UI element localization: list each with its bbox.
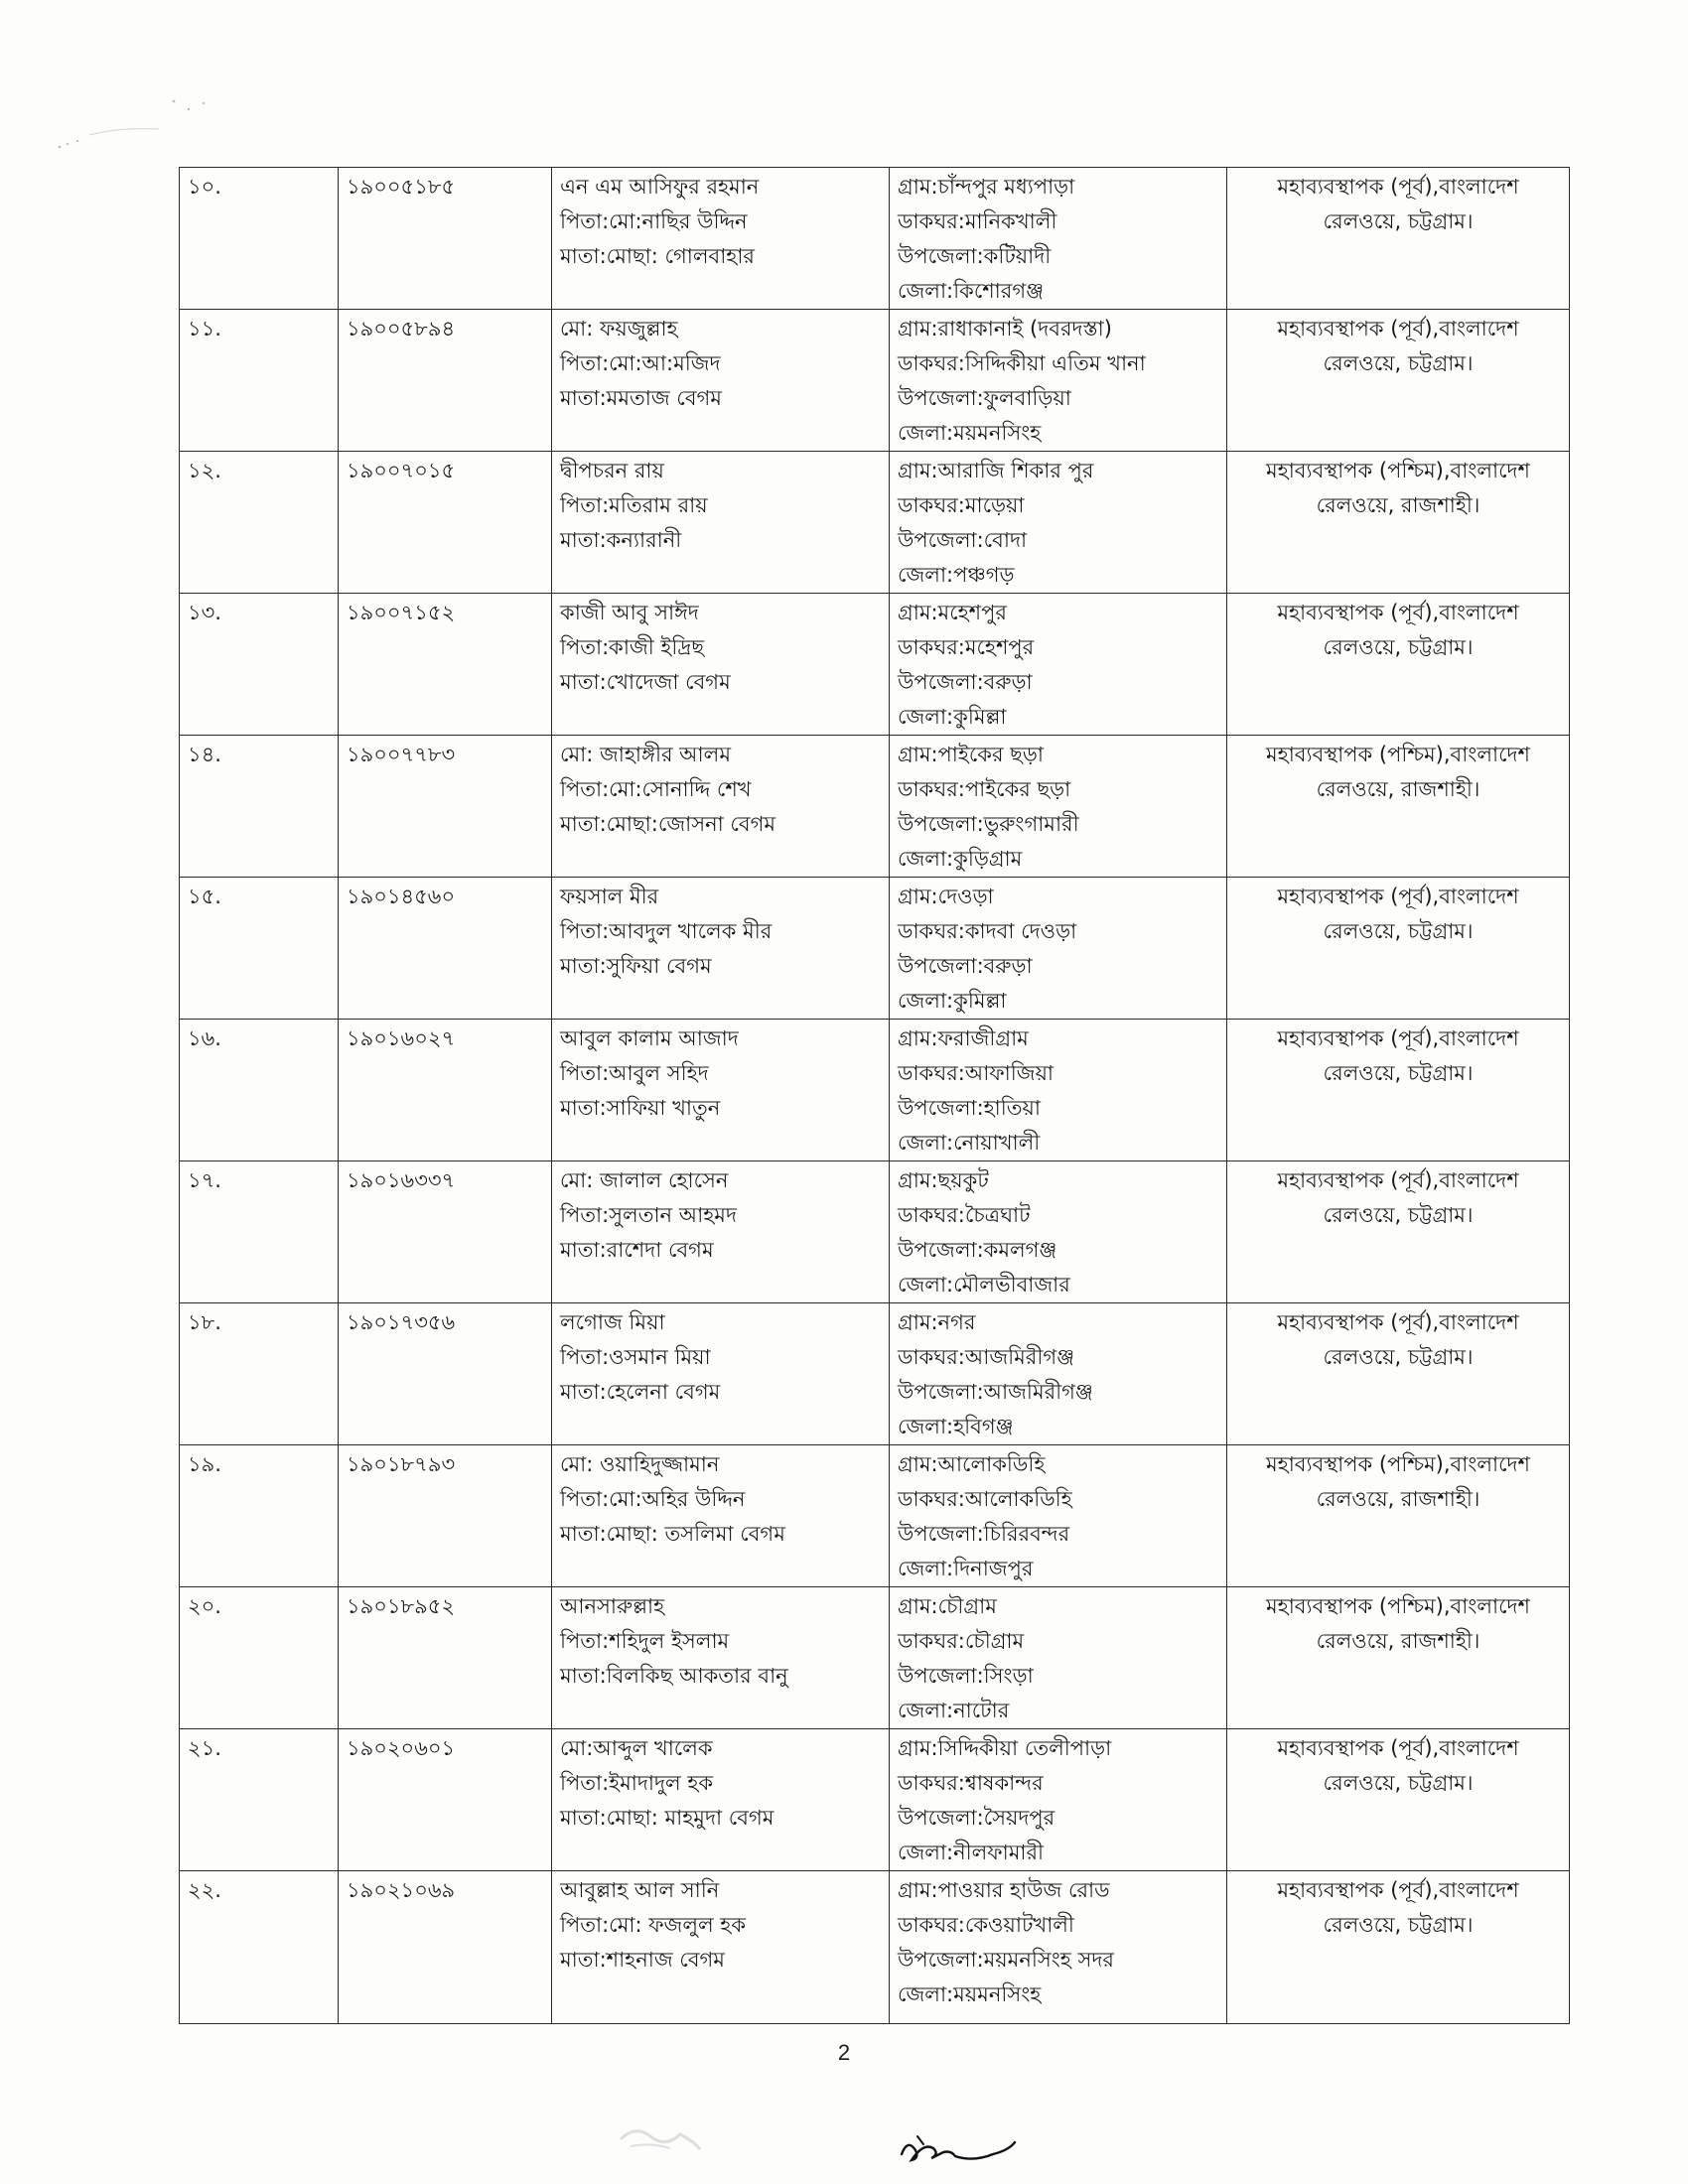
mother-name: মাতা:মোছা:জোসনা বেগম	[560, 812, 776, 836]
candidate-cell	[552, 452, 890, 594]
address-district: জেলা:নীলফামারী	[898, 1841, 1045, 1864]
table-row	[180, 1303, 1570, 1445]
posting-office-line: রেলওয়ে, চট্টগ্রাম।	[1323, 1345, 1474, 1369]
address-post-office: ডাকঘর:পাইকের ছড়া	[898, 777, 1071, 801]
address-post-office: ডাকঘর:আফাজিয়া	[898, 1061, 1055, 1085]
serial-number: ১৮.	[188, 1310, 221, 1334]
serial-number: ২০.	[188, 1594, 221, 1618]
roll-cell	[339, 1020, 552, 1161]
scan-smudge	[616, 2115, 705, 2159]
address-district: জেলা:নাটোর	[898, 1699, 1010, 1722]
posting-office-line: মহাব্যবস্থাপক (পূর্ব),বাংলাদেশ	[1277, 175, 1519, 199]
posting-office-line: রেলওয়ে, চট্টগ্রাম।	[1323, 1203, 1474, 1227]
posting-office-cell	[1227, 168, 1570, 310]
table-row	[180, 1729, 1570, 1871]
posting-office-line: মহাব্যবস্থাপক (পূর্ব),বাংলাদেশ	[1277, 1310, 1519, 1334]
address-village: গ্রাম:মহেশপুর	[898, 601, 1007, 624]
posting-office-cell	[1227, 310, 1570, 452]
father-name: পিতা:মো:অহির উদ্দিন	[560, 1487, 746, 1511]
mother-name: মাতা:মমতাজ বেগম	[560, 386, 722, 410]
candidate-name: মো: জালাল হোসেন	[560, 1168, 729, 1192]
address-post-office: ডাকঘর:কেওয়াটখালী	[898, 1913, 1074, 1937]
address-village: গ্রাম:চৌগ্রাম	[898, 1594, 997, 1618]
roll-number: ১৯০১৬০২৭	[347, 1026, 456, 1050]
posting-office-cell	[1227, 736, 1570, 878]
father-name: পিতা:আবদুল খালেক মীর	[560, 919, 773, 943]
address-district: জেলা:নোয়াখালী	[898, 1131, 1041, 1155]
father-name: পিতা:সুলতান আহমদ	[560, 1203, 737, 1227]
mother-name: মাতা:কন্যারানী	[560, 528, 682, 552]
mother-name: মাতা:শাহনাজ বেগম	[560, 1948, 725, 1972]
table-row	[180, 168, 1570, 310]
address-village: গ্রাম:ছয়কুট	[898, 1168, 989, 1192]
address-post-office: ডাকঘর:কাদবা দেওড়া	[898, 919, 1077, 943]
address-upazila: উপজেলা:ময়মনসিংহ সদর	[898, 1948, 1114, 1972]
serial-cell	[180, 594, 339, 736]
serial-number: ১৭.	[188, 1168, 221, 1192]
address-district: জেলা:ময়মনসিংহ	[898, 1982, 1042, 2006]
address-post-office: ডাকঘর:আজমিরীগঞ্জ	[898, 1345, 1075, 1369]
candidate-name: ফয়সাল মীর	[560, 885, 659, 908]
address-cell	[890, 168, 1227, 310]
mother-name: মাতা:খোদেজা বেগম	[560, 670, 731, 694]
address-post-office: ডাকঘর:চৈত্রঘাট	[898, 1203, 1031, 1227]
serial-cell	[180, 1729, 339, 1871]
address-village: গ্রাম:সিদ্দিকীয়া তেলীপাড়া	[898, 1736, 1112, 1760]
serial-number: ১৫.	[188, 885, 221, 908]
posting-office-line: রেলওয়ে, চট্টগ্রাম।	[1323, 1771, 1474, 1795]
candidate-name: দ্বীপচরন রায়	[560, 459, 664, 482]
posting-office-line: মহাব্যবস্থাপক (পশ্চিম),বাংলাদেশ	[1266, 1594, 1530, 1618]
address-village: গ্রাম:আরাজি শিকার পুর	[898, 459, 1094, 482]
posting-office-line: মহাব্যবস্থাপক (পূর্ব),বাংলাদেশ	[1277, 1026, 1519, 1050]
address-village: গ্রাম:আলোকডিহি	[898, 1452, 1046, 1476]
signature-mark	[894, 2124, 1023, 2174]
address-upazila: উপজেলা:আজমিরীগঞ্জ	[898, 1380, 1093, 1404]
address-cell	[890, 1020, 1227, 1161]
candidate-cell	[552, 594, 890, 736]
address-post-office: ডাকঘর:মানিকখালী	[898, 209, 1057, 233]
table-row	[180, 1020, 1570, 1161]
serial-cell	[180, 452, 339, 594]
serial-cell	[180, 1303, 339, 1445]
roll-number: ১৯০১৭৩৫৬	[347, 1310, 456, 1334]
posting-office-line: মহাব্যবস্থাপক (পূর্ব),বাংলাদেশ	[1277, 317, 1519, 341]
serial-cell	[180, 878, 339, 1020]
address-district: জেলা:কুড়িগ্রাম	[898, 847, 1023, 871]
roll-cell	[339, 1729, 552, 1871]
address-cell	[890, 310, 1227, 452]
candidate-name: মো:আব্দুল খালেক	[560, 1736, 713, 1760]
address-cell	[890, 1445, 1227, 1587]
address-upazila: উপজেলা:চিরিরবন্দর	[898, 1522, 1070, 1546]
address-village: গ্রাম:পাওয়ার হাউজ রোড	[898, 1878, 1110, 1902]
serial-number: ১৬.	[188, 1026, 221, 1050]
roll-number: ১৯০১৪৫৬০	[347, 885, 456, 908]
address-cell	[890, 1729, 1227, 1871]
posting-office-line: রেলওয়ে, চট্টগ্রাম।	[1323, 919, 1474, 943]
address-village: গ্রাম:নগর	[898, 1310, 976, 1334]
posting-office-line: রেলওয়ে, রাজশাহী।	[1316, 493, 1480, 517]
serial-cell	[180, 1020, 339, 1161]
roll-number: ১৯০০৭১৫২	[347, 601, 456, 624]
candidate-cell	[552, 1729, 890, 1871]
posting-office-cell	[1227, 1587, 1570, 1729]
address-post-office: ডাকঘর:আলোকডিহি	[898, 1487, 1072, 1511]
serial-number: ২২.	[188, 1878, 221, 1902]
address-cell	[890, 736, 1227, 878]
roll-cell	[339, 310, 552, 452]
posting-office-cell	[1227, 1020, 1570, 1161]
posting-office-line: রেলওয়ে, চট্টগ্রাম।	[1323, 635, 1474, 659]
scan-artifact-marks	[50, 89, 228, 159]
candidate-cell	[552, 736, 890, 878]
address-post-office: ডাকঘর:চৌগ্রাম	[898, 1629, 1025, 1653]
address-village: গ্রাম:পাইকের ছড়া	[898, 743, 1044, 766]
father-name: পিতা:ইমাদাদুল হক	[560, 1771, 714, 1795]
mother-name: মাতা:রাশেদা বেগম	[560, 1238, 714, 1262]
mother-name: মাতা:মোছা: গোলবাহার	[560, 244, 755, 268]
address-district: জেলা:হবিগঞ্জ	[898, 1415, 1014, 1438]
posting-office-cell	[1227, 452, 1570, 594]
posting-office-line: রেলওয়ে, চট্টগ্রাম।	[1323, 1061, 1474, 1085]
candidate-cell	[552, 1587, 890, 1729]
roll-cell	[339, 1445, 552, 1587]
posting-office-cell	[1227, 1445, 1570, 1587]
father-name: পিতা:মো:সোনাদ্দি শেখ	[560, 777, 752, 801]
roll-cell	[339, 1587, 552, 1729]
candidate-cell	[552, 1020, 890, 1161]
candidate-name: মো: ফয়জুল্লাহ	[560, 317, 678, 341]
serial-number: ১৩.	[188, 601, 221, 624]
father-name: পিতা:কাজী ইদ্রিছ	[560, 635, 705, 659]
candidate-cell	[552, 878, 890, 1020]
candidate-name: আবুল্লাহ আল সানি	[560, 1878, 720, 1902]
address-village: গ্রাম:চাঁন্দপুর মধ্যপাড়া	[898, 175, 1075, 199]
candidate-name: আবুল কালাম আজাদ	[560, 1026, 739, 1050]
candidate-name: এন এম আসিফুর রহমান	[560, 175, 760, 199]
posting-office-line: রেলওয়ে, চট্টগ্রাম।	[1323, 351, 1474, 375]
roll-number: ১৯০০৫১৮৫	[347, 175, 456, 199]
recruitment-list-table	[179, 167, 1570, 2024]
candidate-cell	[552, 1445, 890, 1587]
roll-number: ১৯০০৭৭৮৩	[347, 743, 456, 766]
posting-office-line: রেলওয়ে, রাজশাহী।	[1316, 777, 1480, 801]
posting-office-line: মহাব্যবস্থাপক (পূর্ব),বাংলাদেশ	[1277, 601, 1519, 624]
posting-office-line: মহাব্যবস্থাপক (পূর্ব),বাংলাদেশ	[1277, 1878, 1519, 1902]
father-name: পিতা:আবুল সহিদ	[560, 1061, 709, 1085]
posting-office-cell	[1227, 594, 1570, 736]
posting-office-line: মহাব্যবস্থাপক (পূর্ব),বাংলাদেশ	[1277, 1168, 1519, 1192]
address-post-office: ডাকঘর:শ্বাষকান্দর	[898, 1771, 1044, 1795]
candidate-name: মো: ওয়াহিদুজ্জামান	[560, 1452, 720, 1476]
candidate-cell	[552, 168, 890, 310]
mother-name: মাতা:সুফিয়া বেগম	[560, 954, 712, 978]
posting-office-line: মহাব্যবস্থাপক (পূর্ব),বাংলাদেশ	[1277, 1736, 1519, 1760]
serial-number: ১৯.	[188, 1452, 221, 1476]
posting-office-cell	[1227, 1161, 1570, 1303]
mother-name: মাতা:সাফিয়া খাতুন	[560, 1096, 721, 1120]
serial-cell	[180, 310, 339, 452]
address-cell	[890, 594, 1227, 736]
posting-office-line: মহাব্যবস্থাপক (পূর্ব),বাংলাদেশ	[1277, 885, 1519, 908]
candidate-cell	[552, 1303, 890, 1445]
address-upazila: উপজেলা:কটিয়াদী	[898, 244, 1052, 268]
posting-office-cell	[1227, 1729, 1570, 1871]
candidate-cell	[552, 310, 890, 452]
serial-number: ২১.	[188, 1736, 221, 1760]
serial-number: ১২.	[188, 459, 221, 482]
roll-cell	[339, 1161, 552, 1303]
address-cell	[890, 1587, 1227, 1729]
address-upazila: উপজেলা:কমলগঞ্জ	[898, 1238, 1057, 1262]
address-cell	[890, 1303, 1227, 1445]
posting-office-cell	[1227, 878, 1570, 1020]
address-district: জেলা:কুমিল্লা	[898, 989, 1007, 1013]
address-upazila: উপজেলা:বরুড়া	[898, 954, 1033, 978]
serial-number: ১১.	[188, 317, 221, 341]
father-name: পিতা:মো:আ:মজিদ	[560, 351, 721, 375]
address-village: গ্রাম:দেওড়া	[898, 885, 994, 908]
table-row	[180, 736, 1570, 878]
posting-office-line: মহাব্যবস্থাপক (পশ্চিম),বাংলাদেশ	[1266, 459, 1530, 482]
table-row	[180, 1161, 1570, 1303]
mother-name: মাতা:মোছা: তসলিমা বেগম	[560, 1522, 785, 1546]
address-post-office: ডাকঘর:সিদ্দিকীয়া এতিম খানা	[898, 351, 1146, 375]
address-cell	[890, 452, 1227, 594]
candidate-name: মো: জাহাঙ্গীর আলম	[560, 743, 731, 766]
mother-name: মাতা:বিলকিছ আকতার বানু	[560, 1664, 788, 1688]
address-district: জেলা:দিনাজপুর	[898, 1557, 1034, 1580]
address-district: জেলা:কুমিল্লা	[898, 705, 1007, 729]
roll-number: ১৯০১৮৭৯৩	[347, 1452, 456, 1476]
father-name: পিতা:মতিরাম রায়	[560, 493, 708, 517]
address-district: জেলা:ময়মনসিংহ	[898, 421, 1042, 445]
table-row	[180, 1871, 1570, 2024]
address-upazila: উপজেলা:বরুড়া	[898, 670, 1033, 694]
posting-office-cell	[1227, 1871, 1570, 2024]
serial-cell	[180, 1161, 339, 1303]
father-name: পিতা:মো: ফজলুল হক	[560, 1913, 747, 1937]
table-row	[180, 594, 1570, 736]
mother-name: মাতা:হেলেনা বেগম	[560, 1380, 721, 1404]
roll-cell	[339, 1303, 552, 1445]
mother-name: মাতা:মোছা: মাহমুদা বেগম	[560, 1806, 774, 1830]
posting-office-line: রেলওয়ে, চট্টগ্রাম।	[1323, 1913, 1474, 1937]
candidate-name: কাজী আবু সাঈদ	[560, 601, 699, 624]
serial-number: ১০.	[188, 175, 221, 199]
serial-number: ১৪.	[188, 743, 221, 766]
address-upazila: উপজেলা:বোদা	[898, 528, 1028, 552]
roll-number: ১৯০১৬৩৩৭	[347, 1168, 456, 1192]
table-row	[180, 1445, 1570, 1587]
posting-office-cell	[1227, 1303, 1570, 1445]
serial-cell	[180, 736, 339, 878]
father-name: পিতা:ওসমান মিয়া	[560, 1345, 711, 1369]
posting-office-line: রেলওয়ে, রাজশাহী।	[1316, 1487, 1480, 1511]
address-post-office: ডাকঘর:মহেশপুর	[898, 635, 1035, 659]
roll-number: ১৯০০৫৮৯৪	[347, 317, 456, 341]
address-cell	[890, 878, 1227, 1020]
table-row	[180, 1587, 1570, 1729]
address-upazila: উপজেলা:সিংড়া	[898, 1664, 1034, 1688]
address-upazila: উপজেলা:ফুলবাড়িয়া	[898, 386, 1071, 410]
posting-office-line: মহাব্যবস্থাপক (পশ্চিম),বাংলাদেশ	[1266, 743, 1530, 766]
page-number: 2	[837, 2040, 851, 2065]
address-upazila: উপজেলা:সৈয়দপুর	[898, 1806, 1055, 1830]
table-row	[180, 310, 1570, 452]
address-post-office: ডাকঘর:মাড়েয়া	[898, 493, 1025, 517]
table-body	[180, 168, 1570, 2024]
candidate-name: লগোজ মিয়া	[560, 1310, 665, 1334]
table-row	[180, 452, 1570, 594]
address-cell	[890, 1161, 1227, 1303]
address-district: জেলা:মৌলভীবাজার	[898, 1273, 1070, 1297]
roll-number: ১৯০০৭০১৫	[347, 459, 456, 482]
roll-number: ১৯০২১০৬৯	[347, 1878, 456, 1902]
roll-cell	[339, 168, 552, 310]
roll-cell	[339, 878, 552, 1020]
table-row	[180, 878, 1570, 1020]
father-name: পিতা:মো:নাছির উদ্দিন	[560, 209, 748, 233]
address-village: গ্রাম:রাধাকানাই (দবরদস্তা)	[898, 317, 1112, 341]
roll-cell	[339, 1871, 552, 2024]
address-cell	[890, 1871, 1227, 2024]
serial-cell	[180, 168, 339, 310]
candidate-cell	[552, 1871, 890, 2024]
roll-cell	[339, 594, 552, 736]
roll-cell	[339, 452, 552, 594]
candidate-cell	[552, 1161, 890, 1303]
address-upazila: উপজেলা:ভুরুংগামারী	[898, 812, 1079, 836]
roll-number: ১৯০২০৬০১	[347, 1736, 456, 1760]
serial-cell	[180, 1445, 339, 1587]
serial-cell	[180, 1587, 339, 1729]
serial-cell	[180, 1871, 339, 2024]
address-district: জেলা:পঞ্চগড়	[898, 563, 1015, 587]
father-name: পিতা:শহিদুল ইসলাম	[560, 1629, 730, 1653]
address-village: গ্রাম:ফরাজীগ্রাম	[898, 1026, 1029, 1050]
posting-office-line: মহাব্যবস্থাপক (পশ্চিম),বাংলাদেশ	[1266, 1452, 1530, 1476]
candidate-name: আনসারুল্লাহ	[560, 1594, 665, 1618]
roll-cell	[339, 736, 552, 878]
posting-office-line: রেলওয়ে, রাজশাহী।	[1316, 1629, 1480, 1653]
roll-number: ১৯০১৮৯৫২	[347, 1594, 456, 1618]
address-district: জেলা:কিশোরগঞ্জ	[898, 279, 1045, 303]
posting-office-line: রেলওয়ে, চট্টগ্রাম।	[1323, 209, 1474, 233]
address-upazila: উপজেলা:হাতিয়া	[898, 1096, 1041, 1120]
